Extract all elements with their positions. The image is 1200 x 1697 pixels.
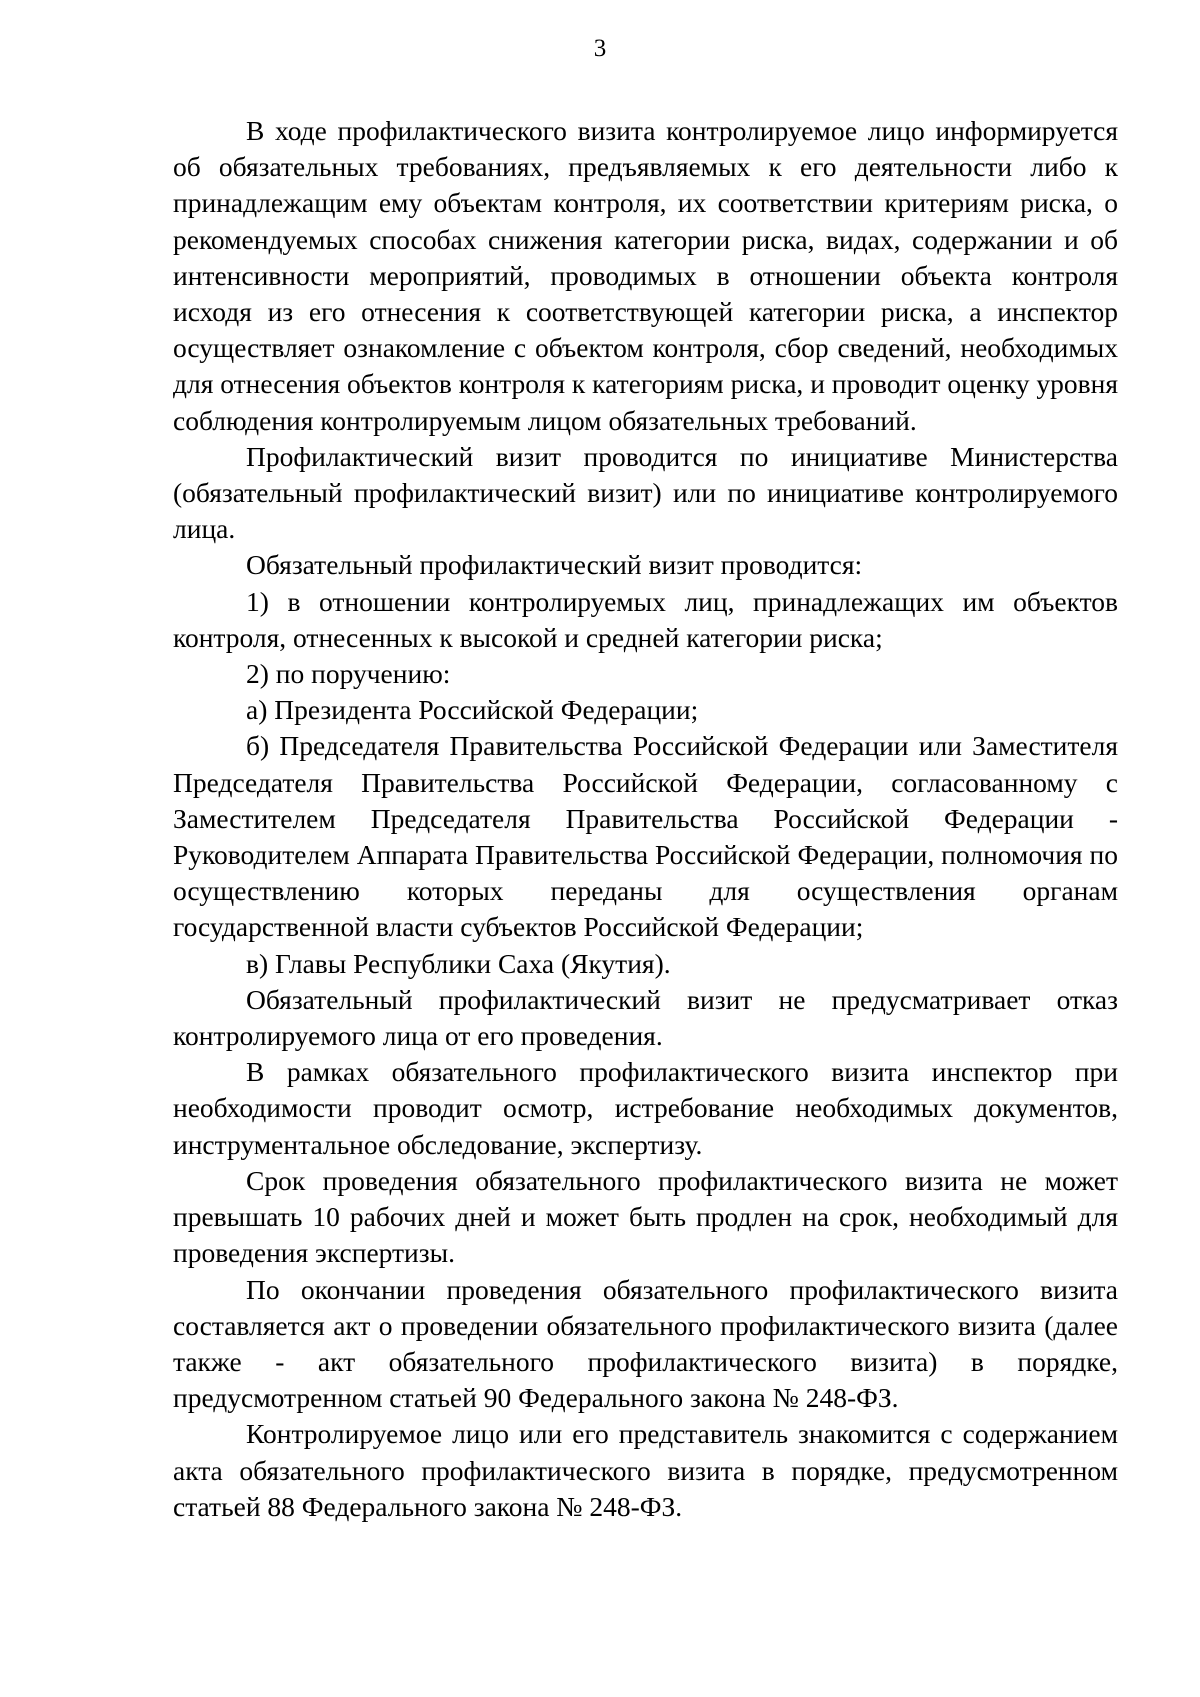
paragraph-inspection-actions: В рамках обязательного профилактического визита инспектор при необходимости проводит осмотр, истребование необходимых документов, инструментальное обследование, экспертизу. xyxy=(173,1056,1118,1160)
paragraph-preventive-visit-info: В ходе профилактического визита контролируемое лицо информируется об обязательных требованиях, предъявляемых к его деятельности либо к принадлежащим ему объектам контроля, их соответствии критериям риска, о рекомендуемых способах снижения категории риска, видах, содержании и об интенсивности мероприятий, проводимых в отношении объекта контроля исходя из его отнесения к соответствующей категории риска, а инспектор осуществляет ознакомление с объектом контроля, сбор сведений, необходимых для отнесения объектов контроля к категориям риска, и проводит оценку уровня соблюдения контролируемым лицом обязательных требований. xyxy=(173,115,1118,436)
paragraph-visit-duration: Срок проведения обязательного профилактического визита не может превышать 10 рабочих дней и может быть продлен на срок, необходимый для проведения экспертизы. xyxy=(173,1164,1118,1269)
list-item-2v: в) Главы Республики Саха (Якутия). xyxy=(246,947,671,979)
list-item-2: 2) по поручению: xyxy=(246,658,451,690)
list-item-2b: б) Председателя Правительства Российской Федерации или Заместителя Председателя Правительства Российской Федерации, согласованному с Заместителем Председателя Правительства Российской Федерации - Руководителем Аппарата Правительства Российской Федерации, полномочия по осуществлению которых переданы для осуществления органам государственной власти субъектов Российской Федерации; xyxy=(173,730,1118,943)
paragraph-act-familiarization: Контролируемое лицо или его представитель знакомится с содержанием акта обязательного профилактического визита в порядке, предусмотренном статьей 88 Федерального закона № 248-ФЗ. xyxy=(173,1418,1118,1522)
paragraph-mandatory-visit-conducted: Обязательный профилактический визит проводится: xyxy=(246,549,863,581)
list-item-2a: а) Президента Российской Федерации; xyxy=(246,694,699,726)
paragraph-visit-act: По окончании проведения обязательного профилактического визита составляется акт о проведении обязательного профилактического визита (далее также - акт обязательного профилактического визита) в порядке, предусмотренном статьей 90 Федерального закона № 248-ФЗ. xyxy=(173,1273,1118,1414)
paragraph-no-refusal: Обязательный профилактический визит не предусматривает отказ контролируемого лица от его проведения. xyxy=(173,983,1118,1052)
paragraph-visit-initiative: Профилактический визит проводится по инициативе Министерства (обязательный профилактический визит) или по инициативе контролируемого лица. xyxy=(173,440,1118,545)
page-number: 3 xyxy=(593,35,607,62)
document-body xyxy=(173,113,1118,1525)
list-item-1: 1) в отношении контролируемых лиц, принадлежащих им объектов контроля, отнесенных к высокой и средней категории риска; xyxy=(173,585,1118,653)
